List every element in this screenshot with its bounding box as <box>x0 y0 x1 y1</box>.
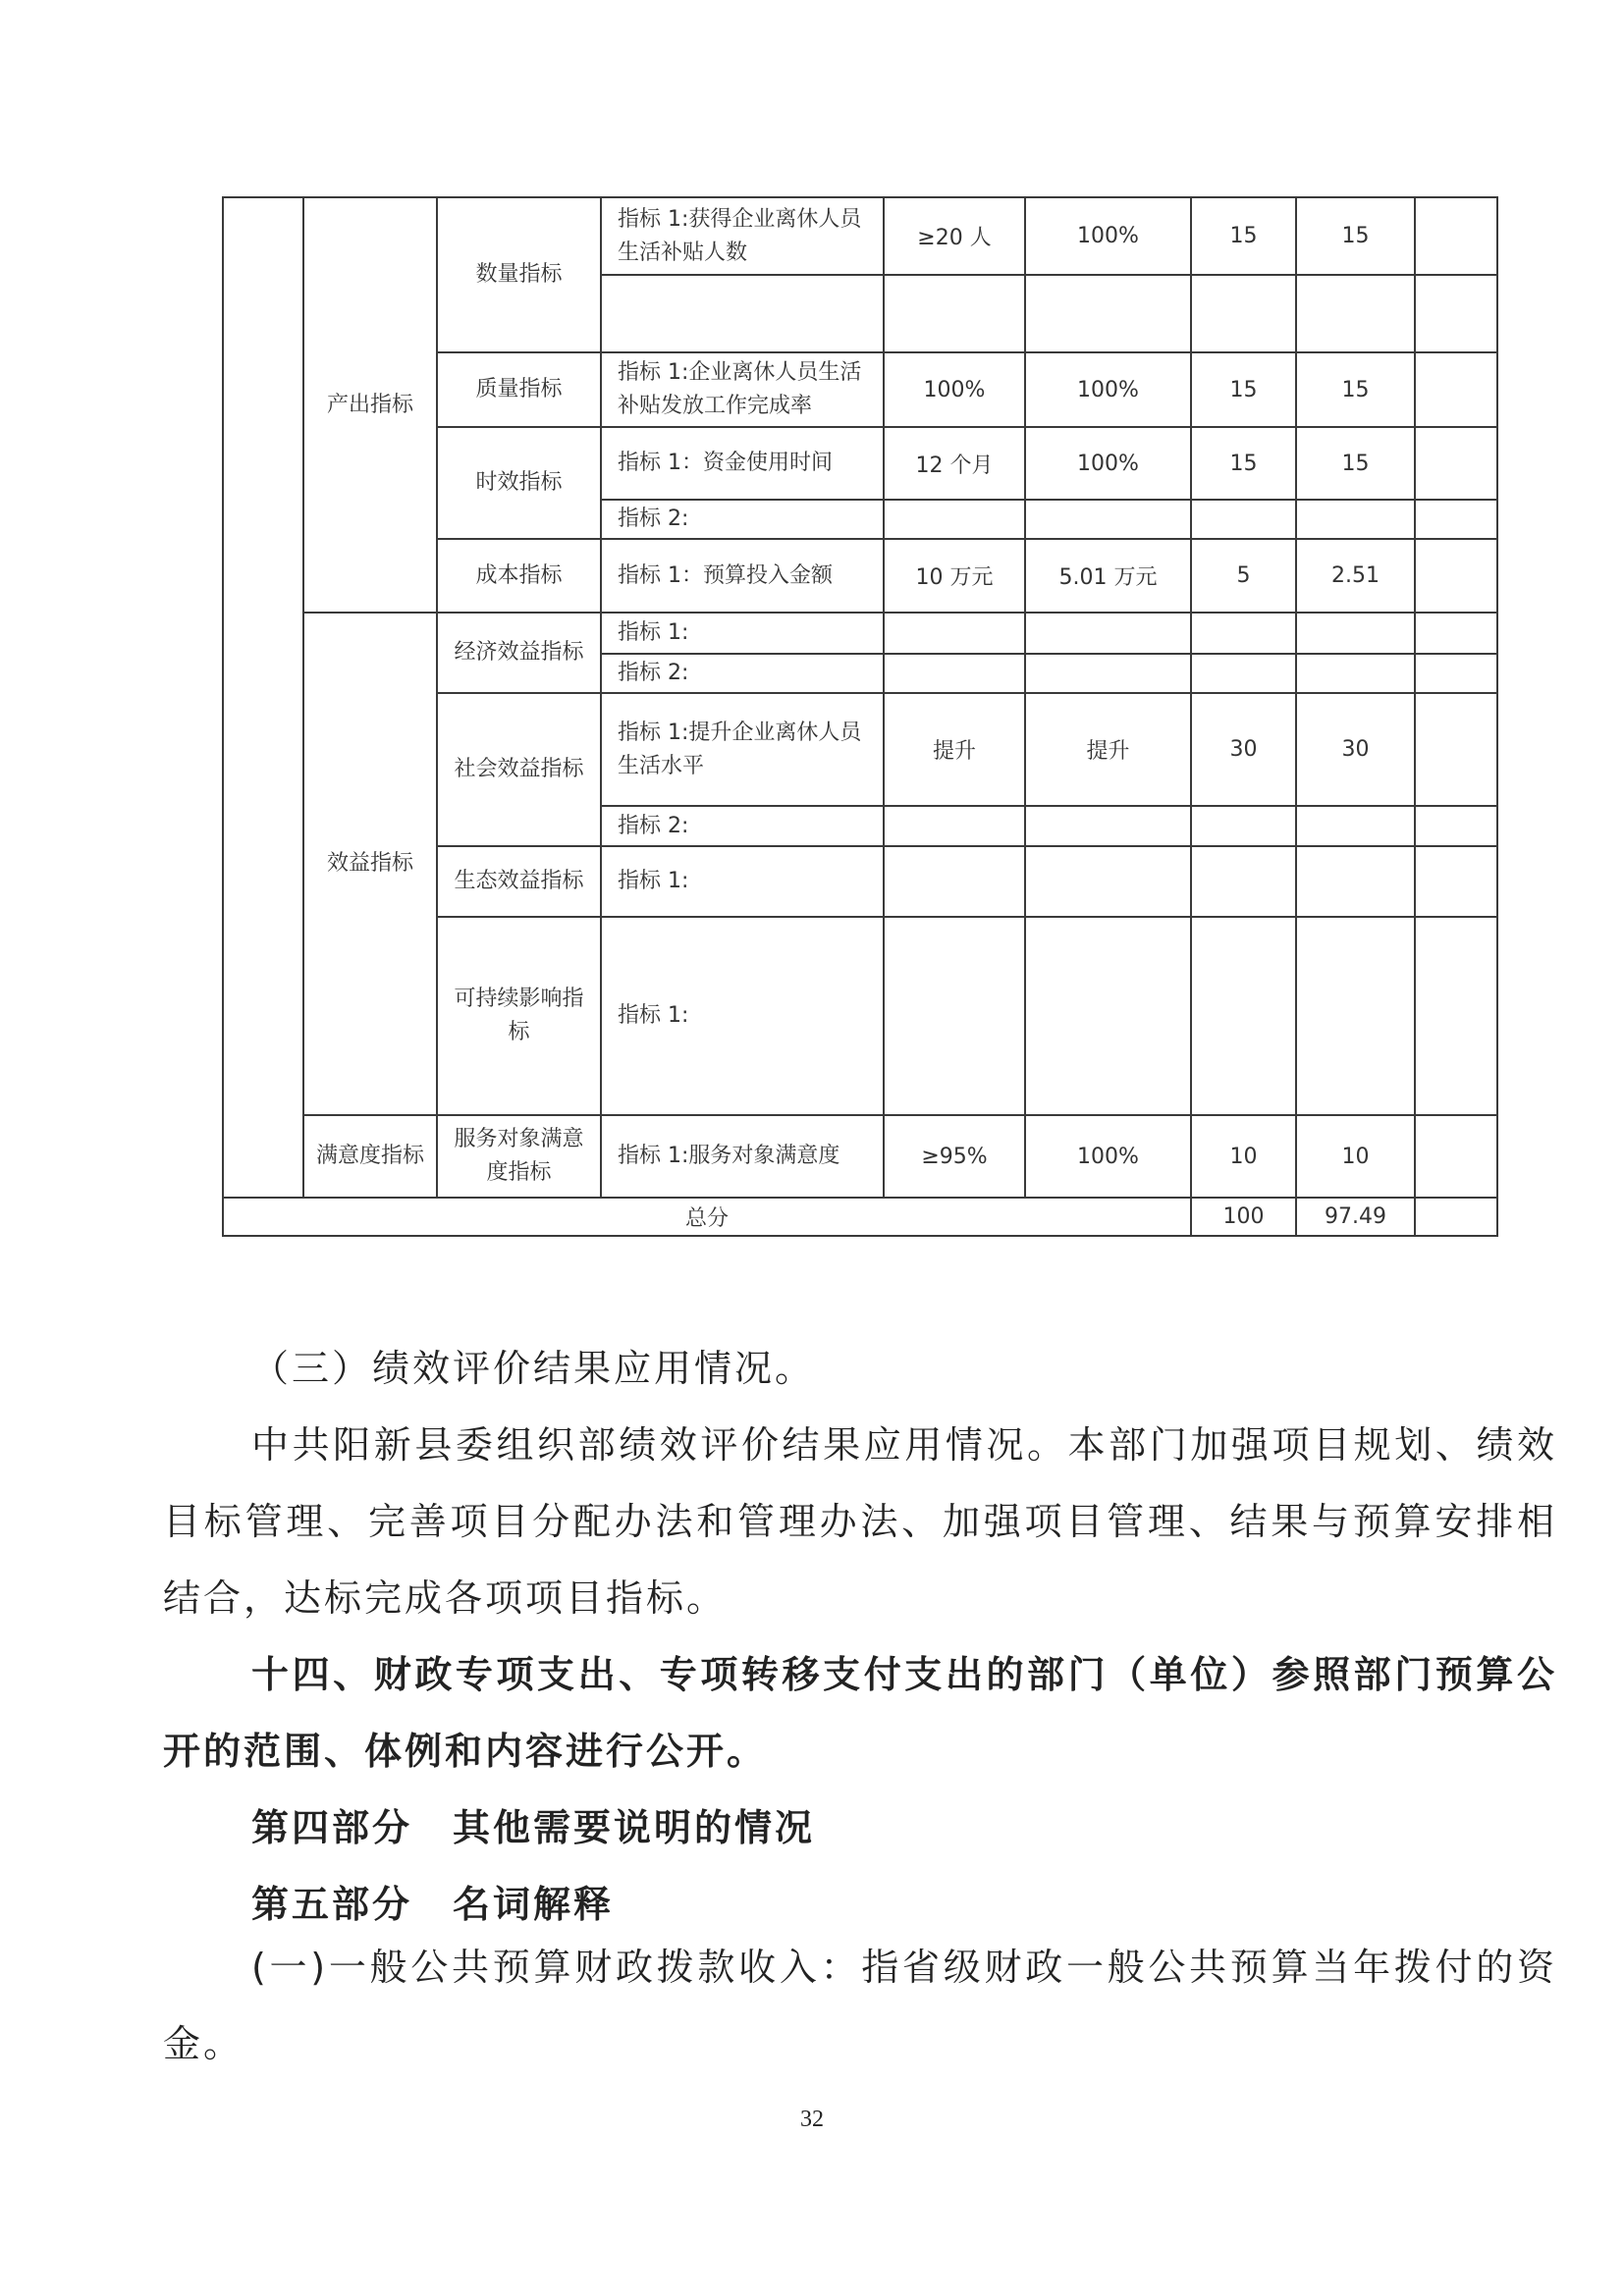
subcategory-economic-benefit: 经济效益指标 <box>437 613 601 693</box>
actual-cell: 100% <box>1025 352 1191 427</box>
total-weight: 100 <box>1191 1198 1296 1236</box>
target-cell <box>884 806 1025 846</box>
score-cell <box>1296 654 1415 693</box>
target-cell: 提升 <box>884 693 1025 806</box>
score-cell: 30 <box>1296 693 1415 806</box>
note-cell <box>1415 846 1497 917</box>
target-cell: 10 万元 <box>884 539 1025 613</box>
weight-cell: 15 <box>1191 197 1296 275</box>
actual-cell <box>1025 654 1191 693</box>
actual-cell: 100% <box>1025 197 1191 275</box>
target-cell <box>884 846 1025 917</box>
actual-cell <box>1025 917 1191 1115</box>
score-cell <box>1296 846 1415 917</box>
category-satisfaction-indicators: 满意度指标 <box>303 1115 437 1198</box>
paragraph-text: （三）绩效评价结果应用情况。 <box>251 1347 816 1390</box>
weight-cell: 30 <box>1191 693 1296 806</box>
score-cell <box>1296 613 1415 654</box>
target-cell <box>884 654 1025 693</box>
weight-cell: 10 <box>1191 1115 1296 1198</box>
target-cell <box>884 500 1025 539</box>
actual-cell <box>1025 846 1191 917</box>
note-cell <box>1415 427 1497 500</box>
table-row <box>223 1115 1497 1198</box>
score-cell <box>1296 917 1415 1115</box>
score-cell <box>1296 500 1415 539</box>
actual-cell: 提升 <box>1025 693 1191 806</box>
note-cell <box>1415 654 1497 693</box>
score-cell: 15 <box>1296 427 1415 500</box>
note-cell <box>1415 693 1497 806</box>
actual-cell <box>1025 275 1191 352</box>
subcategory-social-benefit: 社会效益指标 <box>437 693 601 846</box>
indicator-cell <box>601 275 884 352</box>
heading-section-fourteen: 十四、财政专项支出、专项转移支付支出的部门（单位）参照部门预算公开的范围、体例和内容进行公开。 <box>163 1653 1557 1773</box>
note-cell <box>1415 352 1497 427</box>
paragraph-results-application: 中共阳新县委组织部绩效评价结果应用情况。本部门加强项目规划、绩效目标管理、完善项目分配办法和管理办法、加强项目管理、结果与预算安排相结合，达标完成各项项目指标。 <box>163 1423 1557 1620</box>
score-cell: 2.51 <box>1296 539 1415 613</box>
subcategory-service-satisfaction: 服务对象满意度指标 <box>437 1115 601 1198</box>
table-row <box>223 197 1497 275</box>
indicator-cell: 指标 1:服务对象满意度 <box>601 1115 884 1198</box>
actual-cell: 100% <box>1025 1115 1191 1198</box>
performance-indicator-table <box>222 196 1498 1237</box>
weight-cell: 15 <box>1191 352 1296 427</box>
subcategory-cost: 成本指标 <box>437 539 601 613</box>
weight-cell <box>1191 917 1296 1115</box>
target-cell <box>884 917 1025 1115</box>
score-cell <box>1296 806 1415 846</box>
note-cell <box>1415 917 1497 1115</box>
weight-cell <box>1191 846 1296 917</box>
actual-cell: 100% <box>1025 427 1191 500</box>
indicator-cell: 指标 1:企业离休人员生活补贴发放工作完成率 <box>601 352 884 427</box>
actual-cell <box>1025 806 1191 846</box>
total-note <box>1415 1198 1497 1236</box>
target-cell: 12 个月 <box>884 427 1025 500</box>
total-row <box>223 1198 1497 1236</box>
subcategory-ecological-benefit: 生态效益指标 <box>437 846 601 917</box>
page-number: 32 <box>800 2107 824 2132</box>
indicator-cell: 指标 2: <box>601 654 884 693</box>
score-cell: 15 <box>1296 197 1415 275</box>
indicator-cell: 指标 1: <box>601 613 884 654</box>
weight-cell: 15 <box>1191 427 1296 500</box>
section-heading-results-application <box>163 1330 1557 1407</box>
indicator-cell: 指标 1:获得企业离休人员生活补贴人数 <box>601 197 884 275</box>
total-label: 总分 <box>223 1198 1191 1236</box>
indicator-cell: 指标 1: <box>601 917 884 1115</box>
note-cell <box>1415 613 1497 654</box>
actual-cell <box>1025 500 1191 539</box>
note-cell <box>1415 500 1497 539</box>
subcategory-quality: 质量指标 <box>437 352 601 427</box>
heading-part-five: 第五部分 名词解释 <box>251 1883 615 1926</box>
indicator-cell: 指标 1: <box>601 846 884 917</box>
target-cell: ≥20 人 <box>884 197 1025 275</box>
weight-cell <box>1191 613 1296 654</box>
category-benefit-indicators: 效益指标 <box>303 613 437 1115</box>
table-row <box>223 613 1497 654</box>
target-cell <box>884 275 1025 352</box>
score-cell: 10 <box>1296 1115 1415 1198</box>
target-cell: 100% <box>884 352 1025 427</box>
note-cell <box>1415 197 1497 275</box>
blank-left-cell <box>223 197 303 1198</box>
target-cell <box>884 613 1025 654</box>
subcategory-sustainable-impact: 可持续影响指标 <box>437 917 601 1115</box>
indicator-cell: 指标 1：预算投入金额 <box>601 539 884 613</box>
indicator-cell: 指标 2: <box>601 500 884 539</box>
category-output-indicators: 产出指标 <box>303 197 437 613</box>
subcategory-quantity: 数量指标 <box>437 197 601 352</box>
note-cell <box>1415 1115 1497 1198</box>
target-cell: ≥95% <box>884 1115 1025 1198</box>
indicator-cell: 指标 1:提升企业离休人员生活水平 <box>601 693 884 806</box>
actual-cell <box>1025 613 1191 654</box>
actual-cell: 5.01 万元 <box>1025 539 1191 613</box>
note-cell <box>1415 539 1497 613</box>
note-cell <box>1415 275 1497 352</box>
weight-cell <box>1191 654 1296 693</box>
subcategory-timeliness: 时效指标 <box>437 427 601 539</box>
score-cell: 15 <box>1296 352 1415 427</box>
paragraph-term-definition: (一)一般公共预算财政拨款收入：指省级财政一般公共预算当年拨付的资金。 <box>163 1946 1557 2065</box>
indicator-cell: 指标 1：资金使用时间 <box>601 427 884 500</box>
note-cell <box>1415 806 1497 846</box>
weight-cell <box>1191 806 1296 846</box>
weight-cell <box>1191 500 1296 539</box>
weight-cell: 5 <box>1191 539 1296 613</box>
total-score: 97.49 <box>1296 1198 1415 1236</box>
indicator-cell: 指标 2: <box>601 806 884 846</box>
score-cell <box>1296 275 1415 352</box>
weight-cell <box>1191 275 1296 352</box>
heading-part-four: 第四部分 其他需要说明的情况 <box>251 1806 816 1849</box>
